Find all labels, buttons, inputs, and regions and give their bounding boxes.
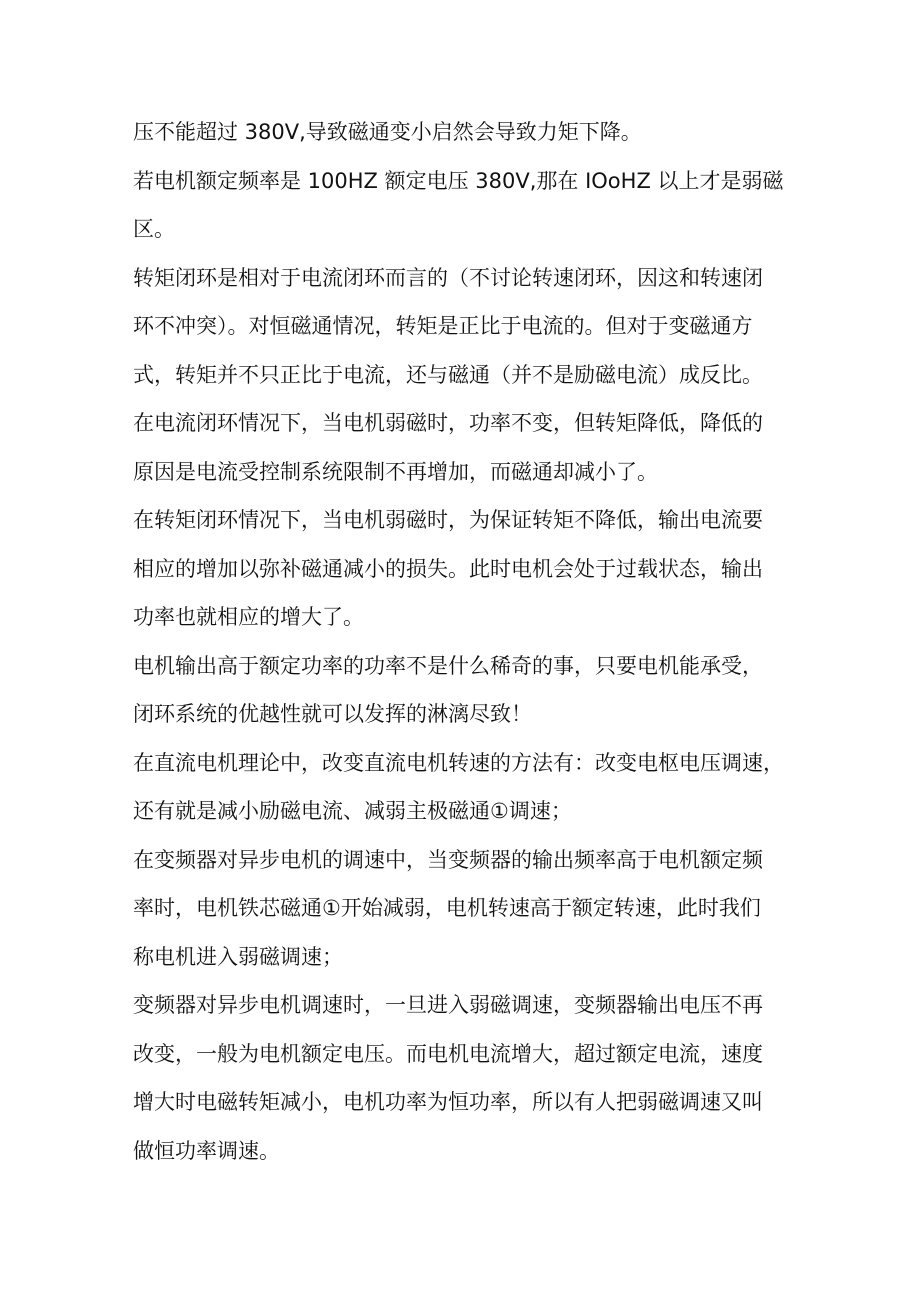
text-line: 功率也就相应的增大了。: [133, 605, 364, 629]
text-line: 原因是电流受控制系统限制不再增加，而磁通却减小了。: [133, 459, 658, 484]
text-line: 转矩闭环是相对于电流闭环而言的（不讨论转速闭环，因这和转速闭: [133, 265, 763, 290]
text-line: 若电机额定频率是 100HZ 额定电压 380V,那在 IOoHZ 以上才是弱磁: [133, 168, 784, 193]
paragraph: [133, 108, 813, 157]
text-line: 电机输出高于额定功率的功率不是什么稀奇的事，只要电机能承受，: [133, 653, 763, 678]
paragraph: [133, 254, 813, 400]
text-line: 改变，一般为电机额定电压。而电机电流增大，超过额定电流，速度: [133, 1041, 763, 1066]
text-line: 式，转矩并不只正比于电流，还与磁通（并不是励磁电流）成反比。: [133, 362, 763, 387]
document-body: [133, 108, 813, 1175]
text-line: 变频器对异步电机调速时，一旦进入弱磁调速，变频器输出电压不再: [133, 993, 763, 1017]
text-line: 称电机进入弱磁调速；: [133, 944, 343, 969]
paragraph: [133, 739, 813, 836]
text-line: 区。: [133, 217, 175, 241]
text-line: 压不能超过 380V,导致磁通变小启然会导致力矩下降。: [133, 120, 642, 144]
paragraph: [133, 496, 813, 642]
text-line: 闭环系统的优越性就可以发挥的淋漓尽致！: [133, 702, 532, 726]
text-line: 环不冲突）。对恒磁通情况，转矩是正比于电流的。但对于变磁通方: [133, 314, 753, 338]
text-line: 相应的增加以弥补磁通减小的损失。此时电机会处于过载状态，输出: [133, 556, 763, 581]
text-line: 在转矩闭环情况下，当电机弱磁时，为保证转矩不降低，输出电流要: [133, 508, 763, 532]
paragraph: [133, 836, 813, 982]
text-line: 做恒功率调速。: [133, 1138, 280, 1163]
text-line: 增大时电磁转矩减小，电机功率为恒功率，所以有人把弱磁调速又叫: [133, 1090, 763, 1114]
text-line: 在电流闭环情况下，当电机弱磁时，功率不变，但转矩降低，降低的: [133, 411, 763, 435]
text-line: 率时，电机铁芯磁通①开始减弱，电机转速高于额定转速，此时我们: [133, 896, 761, 920]
paragraph: [133, 642, 813, 739]
text-line: 在变频器对异步电机的调速中，当变频器的输出频率高于电机额定频: [133, 847, 763, 872]
paragraph: [133, 399, 813, 496]
text-line: 还有就是减小励磁电流、减弱主极磁通①调速；: [133, 799, 572, 823]
text-line: 在直流电机理论中，改变直流电机转速的方法有：改变电枢电压调速，: [133, 750, 784, 775]
paragraph: [133, 981, 813, 1175]
paragraph: [133, 157, 813, 254]
